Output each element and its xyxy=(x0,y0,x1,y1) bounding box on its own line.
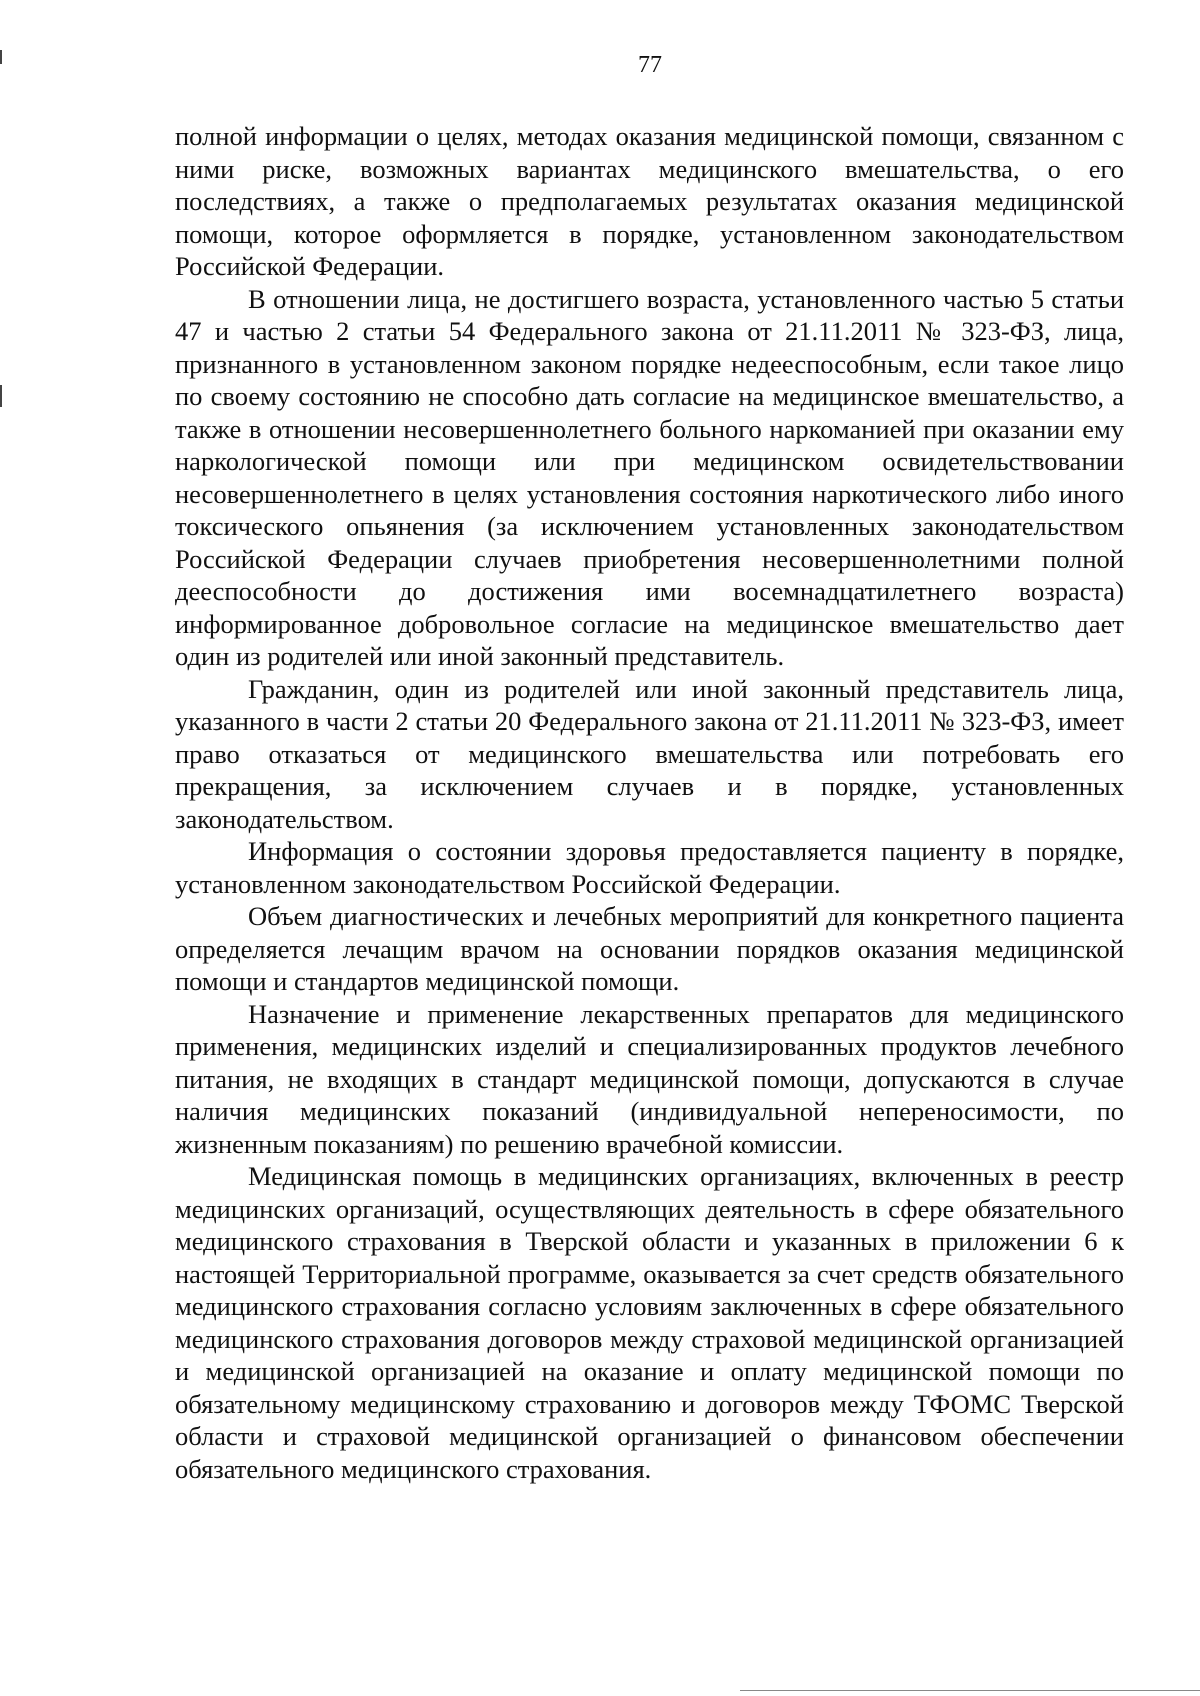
paragraph: Информация о состоянии здоровья предоставляется пациенту в порядке, установленном законодательством Российской Федерации. xyxy=(175,836,1124,899)
paragraph: полной информации о целях, методах оказания медицинской помощи, связанном с ними риске, возможных вариантах медицинского вмешательства, о его последствиях, а также о предполагаемых результатах оказания медицинской помощи, которое оформляется в порядке, установленном законодательством Российской Федерации. xyxy=(175,121,1124,281)
paragraph: Гражданин, один из родителей или иной законный представитель лица, указанного в части 2 статьи 20 Федерального закона от 21.11.2011 № 323-ФЗ, имеет право отказаться от медицинского вмешательства или потребовать его прекращения, за исключением случаев и в порядке, установленных законодательством. xyxy=(175,673,1124,834)
scan-bottom-line xyxy=(740,1690,1200,1691)
page-number: 77 xyxy=(638,52,662,78)
paragraph: Объем диагностических и лечебных мероприятий для конкретного пациента определяется лечащим врачом на основании порядков оказания медицинской помощи и стандартов медицинской помощи. xyxy=(175,901,1124,996)
scan-edge-mark xyxy=(0,385,2,407)
document-body xyxy=(175,120,1124,1485)
paragraph: Медицинская помощь в медицинских организациях, включенных в реестр медицинских организаций, осуществляющих деятельность в сфере обязательного медицинского страхования в Тверской области и указанных в приложении 6 к настоящей Территориальной программе, оказывается за счет средств обязательного медицинского страхования согласно условиям заключенных в сфере обязательного медицинского страхования договоров между страховой медицинской организацией и медицинской организацией на оказание и оплату медицинской помощи по обязательному медицинскому страхованию и договоров между ТФОМС Тверской области и страховой медицинской организацией о финансовом обеспечении обязательного медицинского страхования. xyxy=(175,1161,1124,1484)
paragraph: Назначение и применение лекарственных препаратов для медицинского применения, медицинских изделий и специализированных продуктов лечебного питания, не входящих в стандарт медицинской помощи, допускаются в случае наличия медицинских показаний (индивидуальной непереносимости, по жизненным показаниям) по решению врачебной комиссии. xyxy=(175,998,1124,1159)
paragraph: В отношении лица, не достигшего возраста, установленного частью 5 статьи 47 и частью 2 статьи 54 Федерального закона от 21.11.2011 № 323-ФЗ, лица, признанного в установленном законом порядке недееспособным, если такое лицо по своему состоянию не способно дать согласие на медицинское вмешательство, а также в отношении несовершеннолетнего больного наркоманией при оказании ему наркологической помощи или при медицинском освидетельствовании несовершеннолетнего в целях установления состояния наркотического либо иного токсического опьянения (за исключением установленных законодательством Российской Федерации случаев приобретения несовершеннолетними полной дееспособности до достижения ими восемнадцатилетнего возраста) информированное добровольное согласие на медицинское вмешательство дает один из родителей или иной законный представитель. xyxy=(175,283,1124,671)
